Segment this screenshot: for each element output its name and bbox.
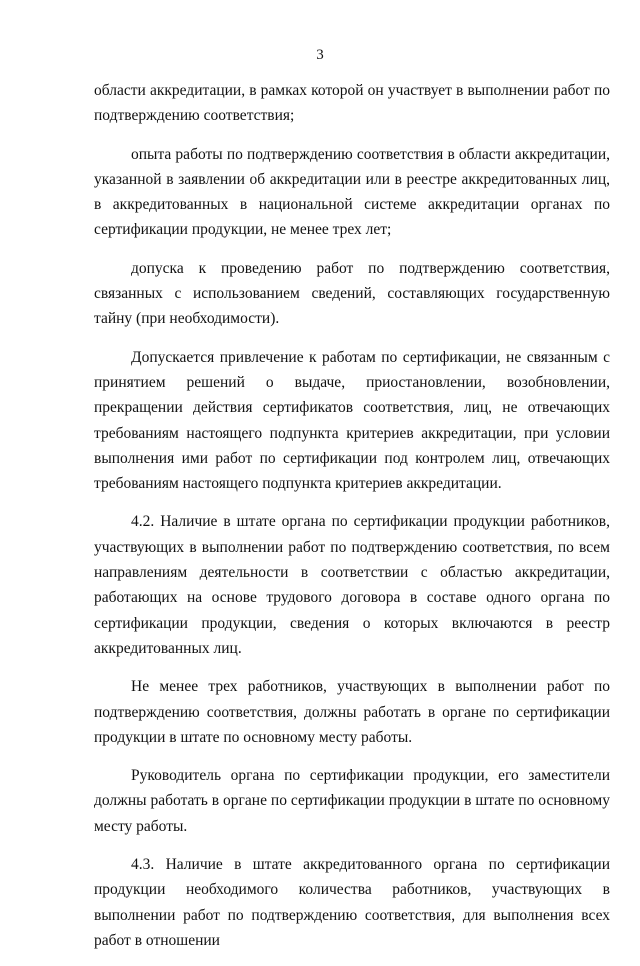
paragraph-involvement: Допускается привлечение к работам по сертификации, не связанным с принятием решений о выдаче, приостановлении, возобновлении, прекращении действия сертификатов соответствия, лиц, не отвечающих требованиям настоящего подпункта критериев аккредитации, при условии выполнения ими работ по сертификации под контролем лиц, отвечающих требованиям настоящего подпункта критериев аккредитации. (94, 348, 610, 493)
paragraph-clearance: допуска к проведению работ по подтверждению соответствия, связанных с использованием сведений, составляющих государственную тайну (при необходимости). (94, 259, 610, 328)
paragraph-experience: опыта работы по подтверждению соответствия в области аккредитации, указанной в заявлении об аккредитации или в реестре аккредитованных лиц, в аккредитованных в национальной системе аккредитации органах по сертификации продукции, не менее трех лет; (94, 145, 610, 239)
paragraph-continuation: области аккредитации, в рамках которой он участвует в выполнении работ по подтверждению соответствия; (94, 82, 610, 125)
document-body (94, 78, 610, 966)
paragraph-4-2: 4.2. Наличие в штате органа по сертификации продукции работников, участвующих в выполнении работ по подтверждению соответствия, по всем направлениям деятельности в соответствии с областью аккредитации, работающих на основе трудового договора в составе одного органа по сертификации продукции, сведения о которых включаются в реестр аккредитованных лиц. (94, 513, 610, 657)
paragraph-min-staff: Не менее трех работников, участвующих в выполнении работ по подтверждению соответствия, должны работать в органе по сертификации продукции в штате по основному месту работы. (94, 678, 610, 746)
paragraph-head: Руководитель органа по сертификации продукции, его заместители должны работать в органе по сертификации продукции в штате по основному месту работы. (94, 767, 610, 835)
page-number: 3 (316, 47, 324, 63)
paragraph-4-3: 4.3. Наличие в штате аккредитованного органа по сертификации продукции необходимого количества работников, участвующих в выполнении работ по подтверждению соответствия, для выполнения всех работ в отношении (94, 856, 610, 949)
